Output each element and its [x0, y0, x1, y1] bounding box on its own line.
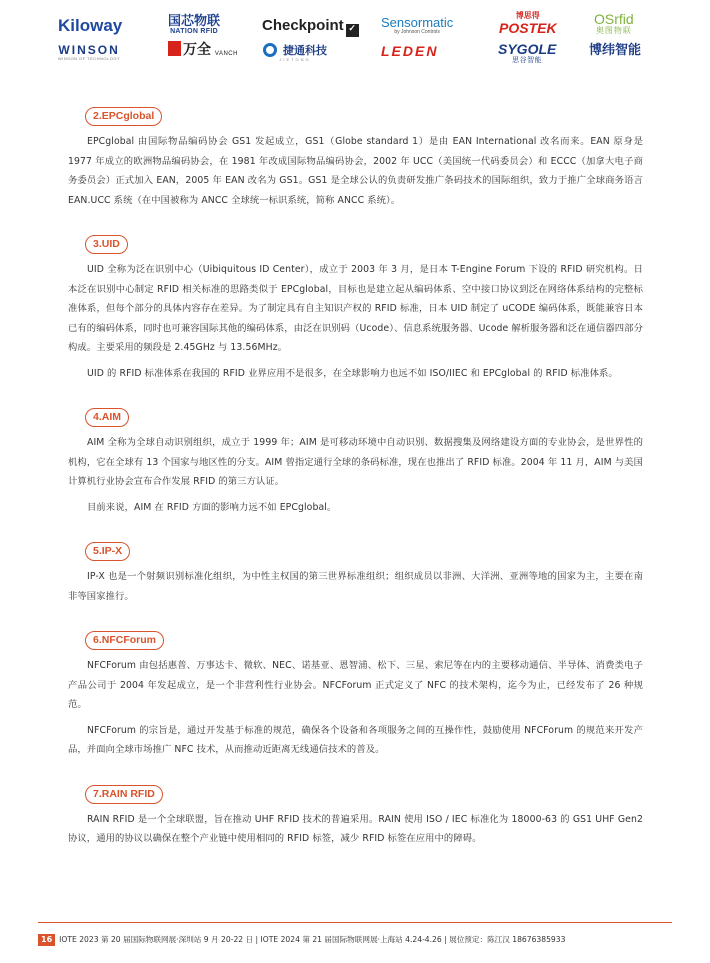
- section-uid: [68, 232, 643, 383]
- checkpoint-logo: Checkpoint ✓: [262, 18, 359, 37]
- leden-logo: LEDEN: [381, 43, 439, 59]
- paragraph: UID 全称为泛在识别中心（Uibiquitous ID Center），成立于 2003 年 3 月，是日本 T-Engine Forum 下设的 RFID 研究机构。日本泛在识别中心制定 RFID 相关标准的思路类似于 EPCglobal，目标也是建立起从编码体系、空中接口协议到泛在网络体系结构的完整标准体系，但每个部分的具体内容存在差异。为了制定具有自主知识产权的 RFID 标准，日本 UID 制定了 uCODE 编码体系，既能兼容日本已有的编码体系，同时也可兼容国际其他的编码体系，由泛在识别码（Ucode）、信息系统服务器、Ucode 解析服务器和泛在通信器四部分构成。主要采用的频段是 2.45GHz 与 13.56MHz。: [68, 264, 643, 353]
- section-heading: 2.EPCglobal: [85, 107, 162, 126]
- section-heading: 6.NFCForum: [85, 631, 164, 650]
- section-ipx: [68, 539, 643, 606]
- winson-logo: WINSON WINSON OF TECHNOLOGY: [58, 43, 121, 61]
- paragraph: AIM 全称为全球自动识别组织，成立于 1999 年；AIM 是可移动环境中自动识别、数据搜集及网络建设方面的专业协会，是世界性的机构，它在全球有 13 个国家与地区性的分支。AIM 曾指定通行全球的条码标准，现在也推出了 RFID 标准。2004 年 11 月，AIM 与美国计算机行业协会宣布合作发展 RFID 的第三方认证。: [68, 437, 643, 487]
- page-footer: [38, 934, 565, 946]
- kiloway-logo: Kiloway: [58, 16, 123, 35]
- osrfid-logo: OSrfid 奥图物联: [594, 11, 634, 35]
- section-heading: 3.UID: [85, 235, 128, 254]
- section-heading: 5.IP-X: [85, 542, 130, 561]
- footer-divider: [38, 922, 672, 923]
- jietong-logo: 捷通科技 JIETONG: [263, 43, 327, 62]
- paragraph: NFCForum 由包括惠普、万事达卡、微软、NEC、诺基亚、恩智浦、松下、三星、索尼等在内的主要移动通信、半导体、消费类电子产品公司于 2004 年发起成立，是一个非营利性行业协会。NFCForum 正式定义了 NFC 的技术架构，迄今为止，已经发布了 26 种规范。: [68, 660, 644, 710]
- paragraph: IP-X 也是一个射频识别标准化组织，为中性主权国的第三世界标准组织；组织成员以非洲、大洋洲、亚洲等地的国家为主，主要在南非等国家推行。: [68, 571, 643, 602]
- sygole-logo: SYGOLE 思谷智能: [498, 41, 557, 64]
- section-rain-rfid: [68, 782, 643, 849]
- sensormatic-logo: Sensormatic by Johnson Controls: [381, 15, 454, 35]
- vanch-logo: 万全 VANCH: [168, 41, 238, 57]
- paragraph: 目前来说，AIM 在 RFID 方面的影响力远不如 EPCglobal。: [87, 501, 337, 513]
- footer-text: IOTE 2023 第 20 届国际物联网展·深圳站 9 月 20-22 日 | IOTE 2024 第 21 届国际物联网展·上海站 4.24-4.26 | 展位预定：陈江汉 18676385933: [59, 935, 566, 944]
- section-heading: 7.RAIN RFID: [85, 785, 163, 804]
- sponsor-logo-banner: [0, 0, 710, 68]
- section-aim: [68, 405, 643, 517]
- paragraph: NFCForum 的宗旨是，通过开发基于标准的规范，确保各个设备和各项服务之间的互操作性，鼓励使用 NFCForum 的规范来开发产品，并面向全球市场推广 NFC 技术，从而推动近距离无线通信技术的普及。: [68, 724, 643, 755]
- section-heading: 4.AIM: [85, 408, 129, 427]
- nation-rfid-logo: 国芯物联 NATION RFID: [168, 13, 221, 35]
- bowei-logo: 博纬智能: [589, 42, 642, 57]
- article-body: [68, 104, 643, 849]
- postek-logo: 博思得 POSTEK: [499, 11, 557, 36]
- page-number: 16: [38, 934, 55, 946]
- paragraph: EPCglobal 由国际物品编码协会 GS1 发起成立，GS1（Globe standard 1）是由 EAN International 改名而来。EAN 原身是 1977 年成立的欧洲物品编码协会，在 1981 年改成国际物品编码协会，2002 年 UCC（美国统一代码委员会）和 ECCC（加拿大电子商务委员会）正式加入 EAN，2005 年 EAN 改名为 GS1。GS1 是全球公认的负责研发推广条码技术的国际组织，致力于推广全球商务语言 EAN.UCC 系统（在中国被称为 ANCC 全球统一标识系统，简称 ANCC 系统）。: [68, 136, 643, 206]
- section-epcglobal: [68, 104, 643, 210]
- paragraph: UID 的 RFID 标准体系在我国的 RFID 业界应用不是很多，在全球影响力也远不如 ISO/IIEC 和 EPCglobal 的 RFID 标准体系。: [87, 367, 618, 379]
- section-nfcforum: [68, 628, 643, 760]
- paragraph: RAIN RFID 是一个全球联盟，旨在推动 UHF RFID 技术的普遍采用。RAIN 使用 ISO / IEC 标准化为 18000-63 的 GS1 UHF Gen2 协议，通用的协议以确保在整个产业链中使用相同的 RFID 标签，减少 RFID 标签在应用中的障碍。: [68, 813, 643, 844]
